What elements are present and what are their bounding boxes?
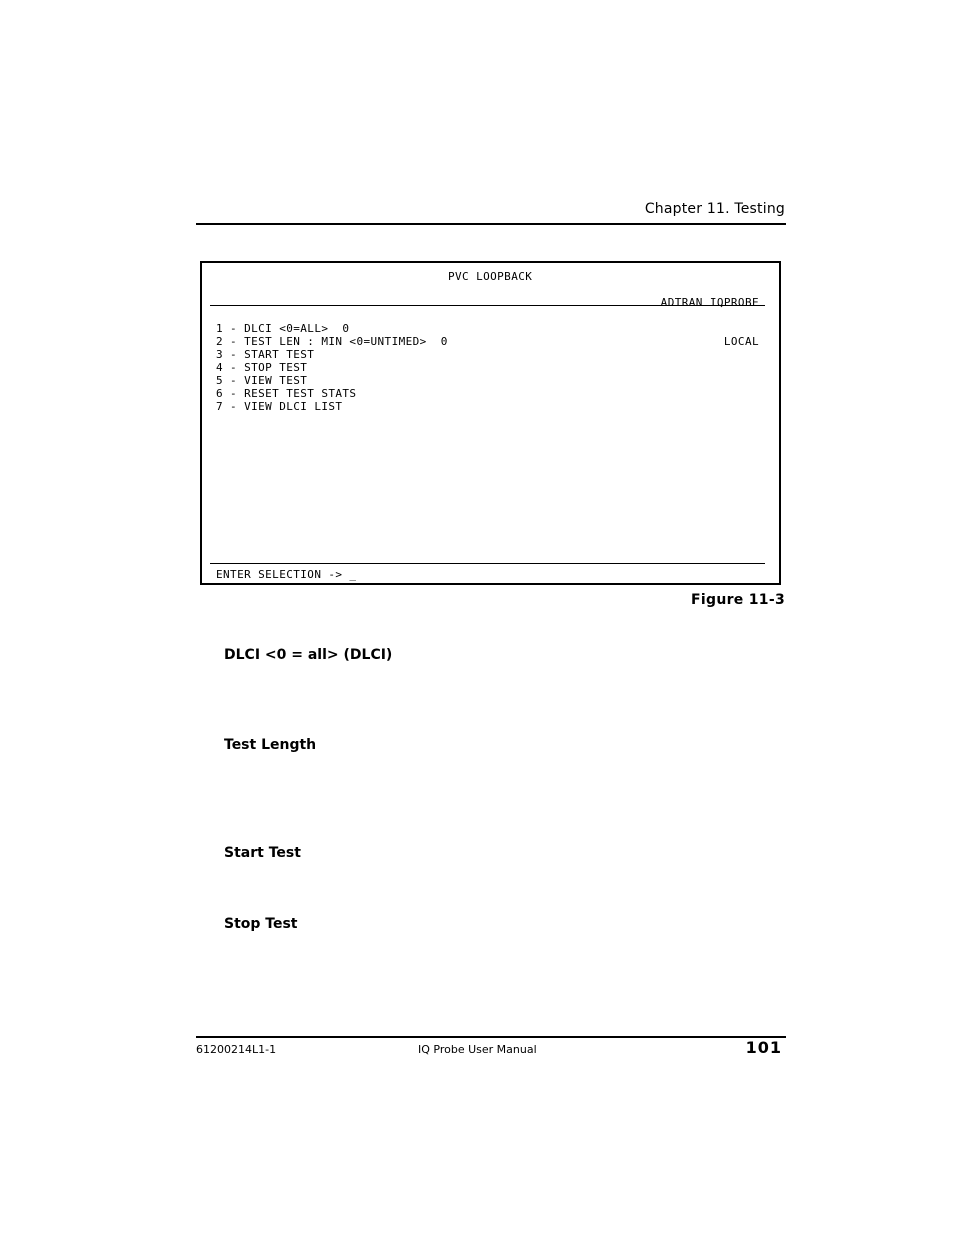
manual-title: IQ Probe User Manual (418, 1043, 537, 1056)
menu-item-view-test[interactable]: 5 - VIEW TEST (216, 374, 308, 387)
menu-item-stop-test[interactable]: 4 - STOP TEST (216, 361, 308, 374)
section-heading-test-length: Test Length (224, 737, 317, 753)
terminal-status (661, 270, 759, 374)
terminal-bottom-divider (210, 563, 765, 564)
terminal-product: ADTRAN IQPROBE (660, 296, 759, 309)
selection-prompt[interactable]: ENTER SELECTION -> _ (216, 568, 357, 581)
terminal-mode: LOCAL (723, 335, 759, 348)
header-divider (196, 223, 786, 225)
section-heading-start-test: Start Test (224, 845, 301, 861)
menu-item-test-len[interactable]: 2 - TEST LEN : MIN <0=UNTIMED> 0 (216, 335, 448, 348)
section-heading-stop-test: Stop Test (224, 916, 298, 932)
terminal-menu (216, 322, 448, 413)
figure-caption: Figure 11-3 (691, 592, 785, 608)
doc-number: 61200214L1-1 (196, 1043, 277, 1056)
page-number: 101 (745, 1038, 782, 1057)
terminal-title: PVC LOOPBACK (448, 270, 533, 283)
terminal-screen (200, 261, 781, 585)
menu-item-reset-stats[interactable]: 6 - RESET TEST STATS (216, 387, 357, 400)
menu-item-view-dlci-list[interactable]: 7 - VIEW DLCI LIST (216, 400, 343, 413)
footer-divider (196, 1036, 786, 1038)
terminal-top-divider (210, 305, 765, 306)
section-heading-dlci: DLCI <0 = all> (DLCI) (224, 647, 393, 663)
menu-item-dlci[interactable]: 1 - DLCI <0=ALL> 0 (216, 322, 350, 335)
menu-item-start-test[interactable]: 3 - START TEST (216, 348, 315, 361)
chapter-header: Chapter 11. Testing (644, 201, 785, 217)
